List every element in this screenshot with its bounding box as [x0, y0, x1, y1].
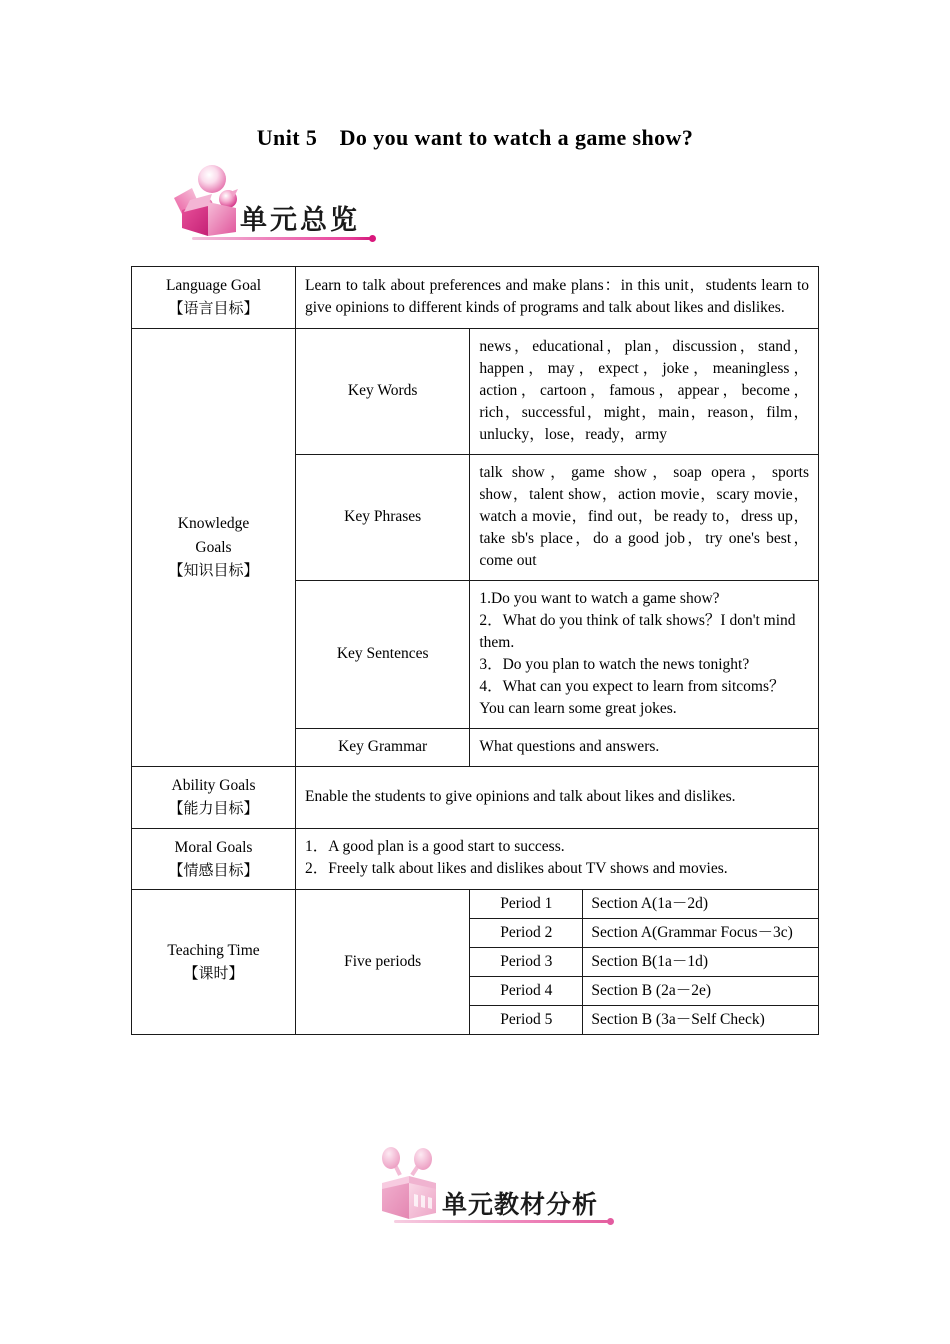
period-row — [470, 977, 818, 1006]
period-section: Section B (2a－2e) — [583, 977, 818, 1006]
cell-teaching-time-summary: Five periods — [296, 890, 470, 1035]
label-en: Teaching Time — [167, 941, 260, 959]
sub-label-key-sentences: Key Sentences — [296, 580, 470, 728]
gift-box-icon — [370, 1145, 448, 1223]
table-row-moral-goals — [132, 828, 819, 890]
period-label: Period 2 — [470, 919, 583, 948]
banner-label-unit-overview: 单元总览 — [240, 205, 360, 236]
period-table — [470, 890, 818, 1034]
sub-label-key-words: Key Words — [296, 328, 470, 454]
table-row-teaching-time — [132, 890, 819, 1035]
row-label-ability-goals — [132, 766, 296, 828]
period-row — [470, 948, 818, 977]
cell-key-words-content: news，educational，plan，discussion，stand，happen，may，expect，joke，meaningless，action，cartoon，famous，appear，become，rich，successful，might，main，reason，film，unlucky，lose，ready，army — [470, 328, 819, 454]
moral-goal-line: 2．Freely talk about likes and dislikes about TV shows and movies. — [305, 860, 728, 878]
label-en-line2: Goals — [195, 538, 232, 556]
period-section: Section A(1a－2d) — [583, 890, 818, 919]
period-label: Period 5 — [470, 1006, 583, 1035]
period-label: Period 3 — [470, 948, 583, 977]
unit-overview-table — [131, 266, 819, 1035]
table-row-key-words — [132, 328, 819, 454]
table-row-ability-goals — [132, 766, 819, 828]
section-banner-unit-overview — [168, 162, 360, 240]
label-cn: 【情感目标】 — [168, 860, 259, 879]
page-title: Unit 5 Do you want to watch a game show? — [256, 125, 694, 150]
banner-underline — [394, 1220, 608, 1223]
label-cn: 【知识目标】 — [168, 560, 259, 579]
cell-key-sentences-content — [470, 580, 819, 728]
period-section: Section A(Grammar Focus－3c) — [583, 919, 818, 948]
period-row — [470, 890, 818, 919]
label-cn: 【课时】 — [183, 964, 244, 983]
period-row — [470, 919, 818, 948]
key-sentence-line: 1.Do you want to watch a game show? — [479, 589, 720, 607]
label-cn: 【语言目标】 — [168, 299, 259, 318]
row-label-moral-goals — [132, 828, 296, 890]
label-cn: 【能力目标】 — [168, 799, 259, 817]
cell-key-grammar-content: What questions and answers. — [470, 728, 819, 766]
period-label: Period 1 — [470, 890, 583, 919]
period-section: Section B (3a－Self Check) — [583, 1006, 818, 1035]
row-label-language-goal — [132, 267, 296, 329]
banner-label-material-analysis: 单元教材分析 — [442, 1190, 599, 1219]
row-label-knowledge-goals — [132, 328, 296, 766]
label-en: Moral Goals — [174, 838, 253, 856]
key-sentence-line: 3．Do you plan to watch the news tonight? — [479, 655, 750, 673]
sub-label-key-phrases: Key Phrases — [296, 454, 470, 580]
period-label: Period 4 — [470, 977, 583, 1006]
cell-ability-goals-content: Enable the students to give opinions and talk about likes and dislikes. — [296, 766, 819, 828]
period-section: Section B(1a－1d) — [583, 948, 818, 977]
sub-label-key-grammar: Key Grammar — [296, 728, 470, 766]
label-en: Ability Goals — [171, 776, 256, 794]
key-sentence-line: 2．What do you think of talk shows？I don't mind them. — [479, 611, 796, 651]
period-row — [470, 1006, 818, 1035]
cell-language-goal-content: Learn to talk about preferences and make plans：in this unit，students learn to give opinions to different kinds of programs and talk about likes and dislikes. — [296, 267, 819, 329]
gift-box-icon — [168, 162, 246, 240]
label-en: Language Goal — [165, 277, 262, 294]
cell-key-phrases-content: talk show，game show，soap opera，sports show，talent show，action movie，scary movie，watch a movie，find out，be ready to，dress up，take sb's place，do a good job，try one's best，come out — [470, 454, 819, 580]
section-banner-material-analysis — [370, 1145, 598, 1223]
banner-underline — [192, 237, 370, 240]
row-label-teaching-time — [132, 890, 296, 1035]
label-en-line1: Knowledge — [177, 515, 250, 533]
key-sentence-line: 4．What can you expect to learn from sitcoms？You can learn some great jokes. — [479, 677, 785, 717]
table-row-language-goal — [132, 267, 819, 329]
teaching-time-period-list — [470, 890, 819, 1035]
moral-goal-line: 1．A good plan is a good start to success. — [305, 838, 565, 856]
cell-moral-goals-content — [296, 828, 819, 890]
